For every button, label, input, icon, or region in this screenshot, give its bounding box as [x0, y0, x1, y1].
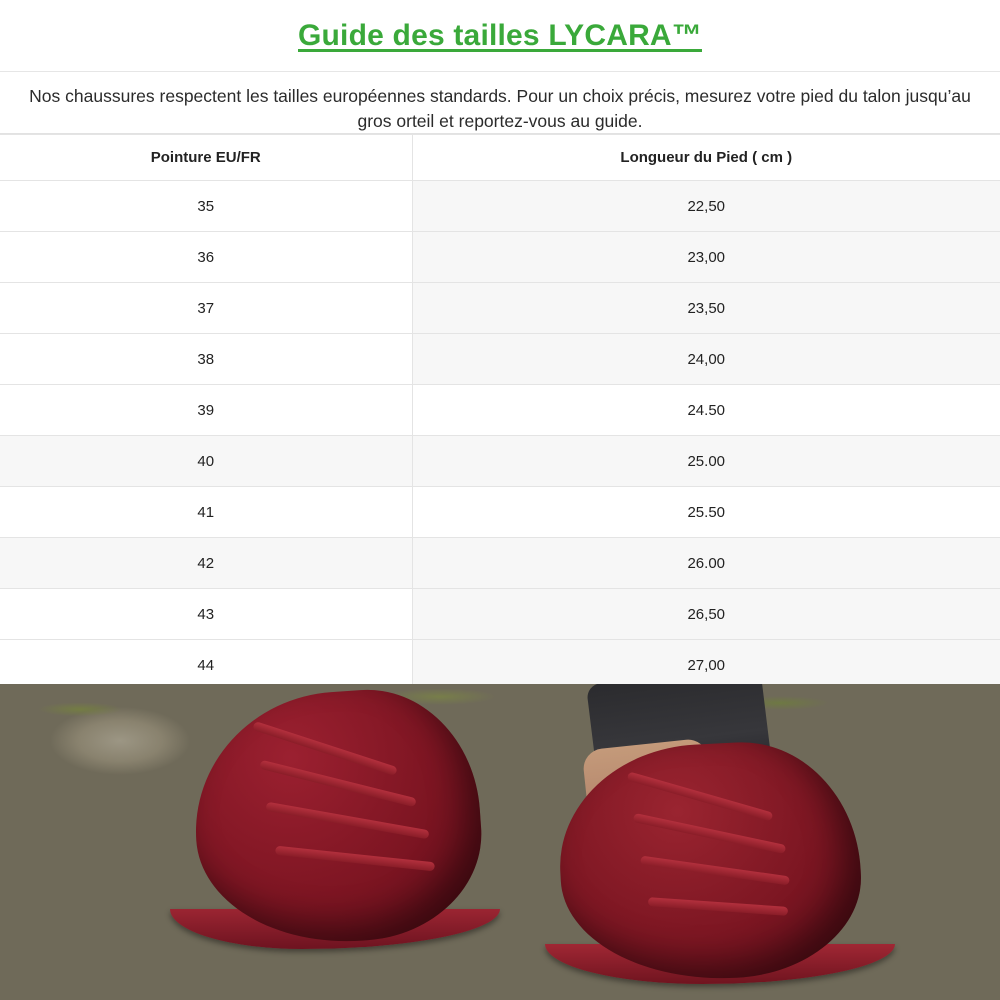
column-header-length: Longueur du Pied ( cm )	[412, 135, 1000, 181]
cell-length: 25.50	[412, 487, 1000, 538]
cell-size: 44	[0, 640, 412, 691]
cell-size: 36	[0, 232, 412, 283]
table-row	[0, 283, 1000, 334]
table-row	[0, 385, 1000, 436]
cell-size: 38	[0, 334, 412, 385]
size-table-header	[0, 135, 1000, 181]
cell-size: 39	[0, 385, 412, 436]
page-title: Guide des tailles LYCARA™	[298, 18, 702, 52]
cell-length: 23,50	[412, 283, 1000, 334]
size-table	[0, 134, 1000, 691]
cell-length: 24,00	[412, 334, 1000, 385]
table-row	[0, 538, 1000, 589]
cell-length: 24.50	[412, 385, 1000, 436]
cell-size: 43	[0, 589, 412, 640]
table-row	[0, 232, 1000, 283]
cell-size: 40	[0, 436, 412, 487]
cell-length: 26.00	[412, 538, 1000, 589]
size-table-body	[0, 181, 1000, 691]
cell-length: 27,00	[412, 640, 1000, 691]
table-row	[0, 436, 1000, 487]
cell-length: 23,00	[412, 232, 1000, 283]
table-header-row	[0, 135, 1000, 181]
table-row	[0, 181, 1000, 232]
cell-size: 35	[0, 181, 412, 232]
cell-size: 37	[0, 283, 412, 334]
product-photo	[0, 684, 1000, 1000]
cell-size: 41	[0, 487, 412, 538]
cell-length: 22,50	[412, 181, 1000, 232]
intro-paragraph: Nos chaussures respectent les tailles européennes standards. Pour un choix précis, mesurez votre pied du talon jusqu’au gros orteil et reportez-vous au guide.	[29, 86, 971, 132]
cell-length: 25.00	[412, 436, 1000, 487]
cell-length: 26,50	[412, 589, 1000, 640]
column-header-size: Pointure EU/FR	[0, 135, 412, 181]
table-row	[0, 640, 1000, 691]
page-title-container	[0, 0, 1000, 72]
table-row	[0, 589, 1000, 640]
table-row	[0, 334, 1000, 385]
intro-container	[0, 72, 1000, 134]
table-row	[0, 487, 1000, 538]
cell-size: 42	[0, 538, 412, 589]
